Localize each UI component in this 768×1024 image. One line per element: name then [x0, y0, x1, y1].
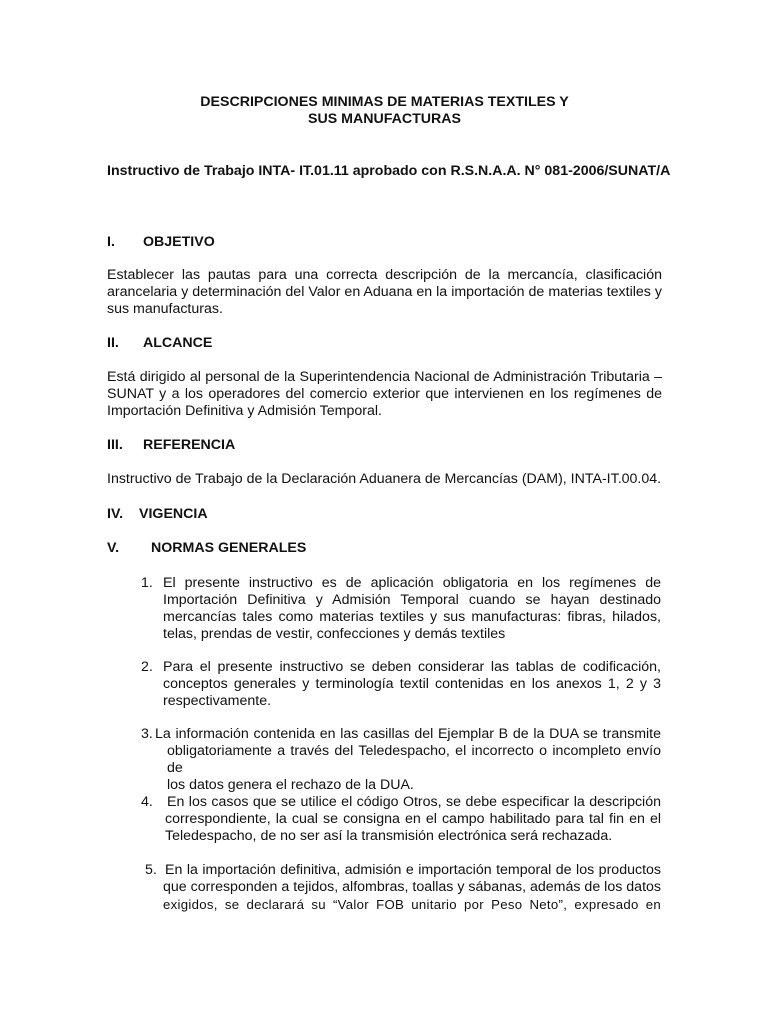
paragraph-line: sus manufacturas. — [107, 301, 223, 317]
paragraph-line: Instructivo de Trabajo de la Declaración Aduanera de Mercancías (DAM), INTA-IT.00.04. — [107, 471, 662, 487]
list-item-number: 4. — [141, 794, 153, 810]
list-item-text — [163, 659, 661, 710]
section-title: NORMAS GENERALES — [151, 540, 307, 556]
section-number: V. — [107, 540, 120, 556]
section-number: IV. — [107, 506, 124, 522]
paragraph-line: arancelaria y determinación del Valor en Aduana en la importación de materias textiles y — [107, 284, 662, 300]
list-item-line: exigidos, se declarará su “Valor FOB unitario por Peso Neto”, expresado en — [163, 897, 661, 912]
list-item-line: Importación Definitiva y Admisión Temporal cuando se hayan destinado — [163, 592, 661, 608]
list-item-number: 3. — [141, 726, 153, 742]
list-item-number: 2. — [141, 659, 153, 675]
list-item-line: Teledespacho, de no ser así la transmisión electrónica será rechazada. — [165, 828, 613, 844]
referencia-paragraph — [107, 471, 662, 488]
document-subtitle: Instructivo de Trabajo INTA- IT.01.11 aprobado con R.S.N.A.A. N° 081-2006/SUNAT/A — [107, 163, 671, 179]
list-item-line: En la importación definitiva, admisión e importación temporal de los productos — [165, 862, 661, 878]
list-item-line: obligatoriamente a través del Teledespacho, el incorrecto o incompleto envío de — [167, 743, 661, 776]
list-item-line: mercancías tales como materias textiles y sus manufacturas: fibras, hilados, — [163, 609, 661, 625]
section-title: OBJETIVO — [143, 234, 215, 250]
list-item-line: La información contenida en las casillas del Ejemplar B de la DUA se transmite — [155, 726, 661, 742]
list-item-line: telas, prendas de vestir, confecciones y demás textiles — [163, 626, 506, 642]
section-number: I. — [107, 234, 115, 250]
paragraph-line: SUNAT y a los operadores del comercio exterior que intervienen en los regímenes de — [107, 386, 662, 402]
document-title — [107, 94, 662, 128]
section-title: ALCANCE — [143, 335, 213, 351]
section-number: III. — [107, 437, 123, 453]
list-item-line: En los casos que se utilice el código Otros, se debe especificar la descripción — [167, 794, 661, 810]
list-item-number: 1. — [141, 575, 153, 591]
paragraph-line: Importación Definitiva y Admisión Temporal. — [107, 403, 382, 419]
list-item-line: Para el presente instructivo se deben considerar las tablas de codificación, — [163, 659, 661, 675]
paragraph-line: Establecer las pautas para una correcta descripción de la mercancía, clasificación — [107, 267, 662, 283]
title-line-1: DESCRIPCIONES MINIMAS DE MATERIAS TEXTILES Y — [200, 94, 569, 110]
list-item-line: conceptos generales y terminología textil contenidas en los anexos 1, 2 y 3 — [163, 676, 661, 692]
list-item-text — [155, 726, 661, 794]
list-item-text — [165, 794, 661, 845]
list-item-line: El presente instructivo es de aplicación obligatoria en los regímenes de — [163, 575, 661, 591]
list-item-line: los datos genera el rechazo de la DUA. — [167, 777, 414, 793]
list-item-line: correspondiente, la cual se consigna en el campo habilitado para tal fin en el — [165, 811, 661, 827]
list-item-text — [163, 862, 661, 913]
list-item-line: respectivamente. — [163, 693, 272, 709]
list-item-text — [163, 575, 661, 643]
list-item-line: que corresponden a tejidos, alfombras, toallas y sábanas, además de los datos — [163, 879, 661, 895]
section-title: VIGENCIA — [139, 506, 208, 522]
section-title: REFERENCIA — [143, 437, 236, 453]
alcance-paragraph — [107, 369, 662, 420]
paragraph-line: Está dirigido al personal de la Superintendencia Nacional de Administración Tributaria – — [107, 369, 662, 385]
section-number: II. — [107, 335, 119, 351]
title-line-2: SUS MANUFACTURAS — [308, 111, 461, 127]
objetivo-paragraph — [107, 267, 662, 318]
list-item-number: 5. — [145, 862, 157, 878]
